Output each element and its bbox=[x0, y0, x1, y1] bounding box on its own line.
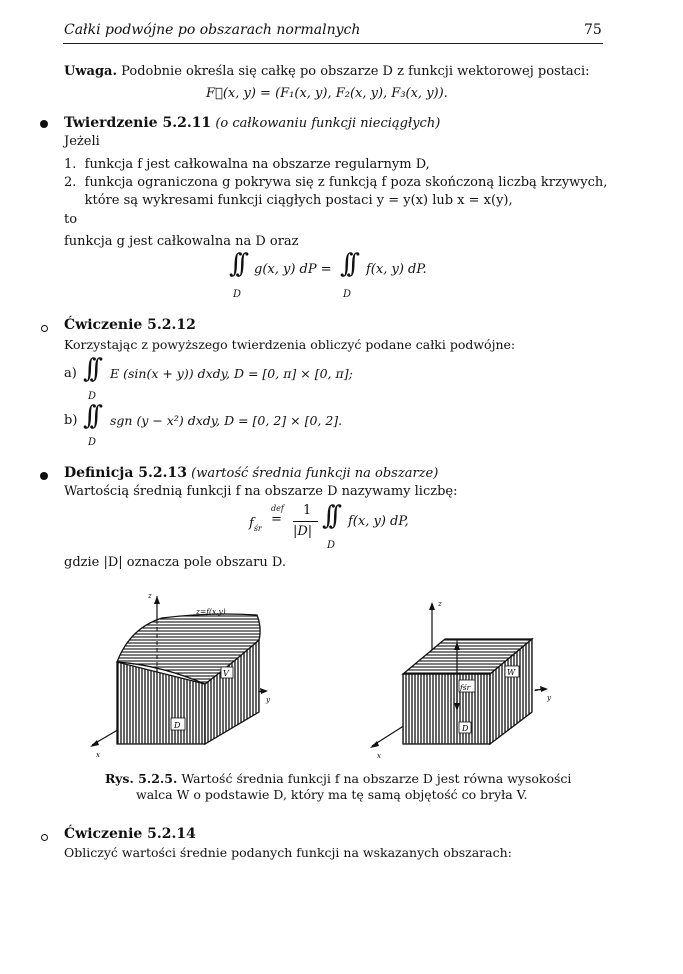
definition-integrand: f(x, y) dP, bbox=[348, 514, 409, 529]
exercise-b-integral-sign: ∫∫ bbox=[83, 401, 97, 431]
theorem-sub-d-left: D bbox=[233, 289, 242, 300]
theorem-item-2-cont: które są wykresami funkcji ciągłych postaci y = y(x) lub x = x(y), bbox=[64, 193, 513, 208]
exercise-a-label: a) bbox=[64, 366, 77, 381]
left-z-label: z bbox=[148, 592, 152, 600]
exercise-a-integral-sign: ∫∫ bbox=[83, 354, 97, 384]
theorem-to: to bbox=[64, 212, 78, 227]
fsr-symbol: $f_{śr}$ bbox=[249, 516, 262, 533]
figure-caption-line-2: walca W o podstawie D, który ma tę samą objętość co bryła V. bbox=[136, 787, 528, 802]
double-integral-sign-left: ∫∫ bbox=[229, 249, 243, 279]
exercise-b-expr: sgn (y − x²) dxdy, D = [0, 2] × [0, 2]. bbox=[110, 413, 343, 428]
theorem-item-1: 1. funkcja f jest całkowalna na obszarze regularnym D, bbox=[64, 157, 430, 172]
double-integral-sign-right: ∫∫ bbox=[340, 249, 354, 279]
exercise-1-label: Ćwiczenie 5.2.12 bbox=[64, 317, 196, 333]
left-x-label: x bbox=[96, 751, 100, 759]
left-d-label: D bbox=[174, 721, 181, 730]
definition-gdzie: gdzie |D| oznacza pole obszaru D. bbox=[64, 555, 286, 570]
exercise-1-text: Korzystając z powyższego twierdzenia obliczyć podane całki podwójne: bbox=[64, 337, 516, 352]
theorem-subtitle: (o całkowaniu funkcji nieciągłych) bbox=[215, 116, 441, 131]
exercise-a-expr: E (sin(x + y)) dxdy, D = [0, π] × [0, π]; bbox=[110, 366, 353, 381]
exercise-2-text: Obliczyć wartości średnie podanych funkcji na wskazanych obszarach: bbox=[64, 845, 512, 860]
theorem-formula-right: f(x, y) dP. bbox=[366, 262, 427, 277]
running-header: Całki podwójne po obszarach normalnych bbox=[64, 22, 361, 38]
uwaga-text: Podobnie określa się całkę po obszarze D z funkcji wektorowej postaci: bbox=[121, 64, 590, 79]
theorem-formula-left: g(x, y) dP = bbox=[254, 262, 332, 277]
right-z-label: z bbox=[438, 600, 442, 608]
uwaga-label: Uwaga. bbox=[64, 64, 117, 79]
fraction-denominator: |D| bbox=[293, 524, 313, 539]
exercise-b-label: b) bbox=[64, 413, 78, 428]
exercise-b-sub-d: D bbox=[88, 437, 97, 448]
figure-caption-line-1 bbox=[105, 771, 571, 786]
left-surface-label: z=f(x,y) bbox=[196, 607, 226, 616]
theorem-sub-d-right: D bbox=[343, 289, 352, 300]
right-w-label: W bbox=[507, 668, 516, 677]
theorem-item-2: 2. funkcja ograniczona g pokrywa się z funkcją f poza skończoną liczbą krzywych, bbox=[64, 175, 608, 190]
right-fsr-label: fśr bbox=[460, 683, 471, 692]
def-marker: def bbox=[271, 504, 284, 513]
exercise-a-sub-d: D bbox=[88, 391, 97, 402]
def-equals: = bbox=[271, 512, 282, 527]
exercise-2-label: Ćwiczenie 5.2.14 bbox=[64, 826, 196, 842]
page-number: 75 bbox=[584, 22, 602, 38]
exercise-2-bullet bbox=[41, 830, 48, 845]
definition-sub-d: D bbox=[327, 540, 336, 551]
definition-text: Wartością średnią funkcji f na obszarze D nazywamy liczbę: bbox=[64, 484, 458, 499]
right-x-label: x bbox=[377, 752, 381, 760]
theorem-label: Twierdzenie 5.2.11 bbox=[64, 115, 212, 131]
figure-caption-label: Rys. 5.2.5. bbox=[105, 771, 178, 786]
theorem-conclusion: funkcja g jest całkowalna na D oraz bbox=[64, 234, 299, 249]
figure-caption-text-1: Wartość średnia funkcji f na obszarze D jest równa wysokości bbox=[181, 771, 572, 786]
right-y-label: y bbox=[547, 694, 551, 702]
definition-integral-sign: ∫∫ bbox=[322, 501, 336, 531]
definition-subtitle: (wartość średnia funkcji na obszarze) bbox=[191, 466, 439, 481]
theorem-jezeli: Jeżeli bbox=[64, 134, 100, 149]
definition-label: Definicja 5.2.13 bbox=[64, 465, 187, 481]
right-d-label: D bbox=[462, 724, 469, 733]
left-v-label: V bbox=[223, 669, 229, 678]
fraction-numerator: 1 bbox=[303, 503, 312, 518]
left-y-label: y bbox=[266, 696, 270, 704]
right-solid bbox=[370, 602, 548, 748]
uwaga-formula: F⃗(x, y) = (F₁(x, y), F₂(x, y), F₃(x, y)). bbox=[206, 86, 448, 101]
